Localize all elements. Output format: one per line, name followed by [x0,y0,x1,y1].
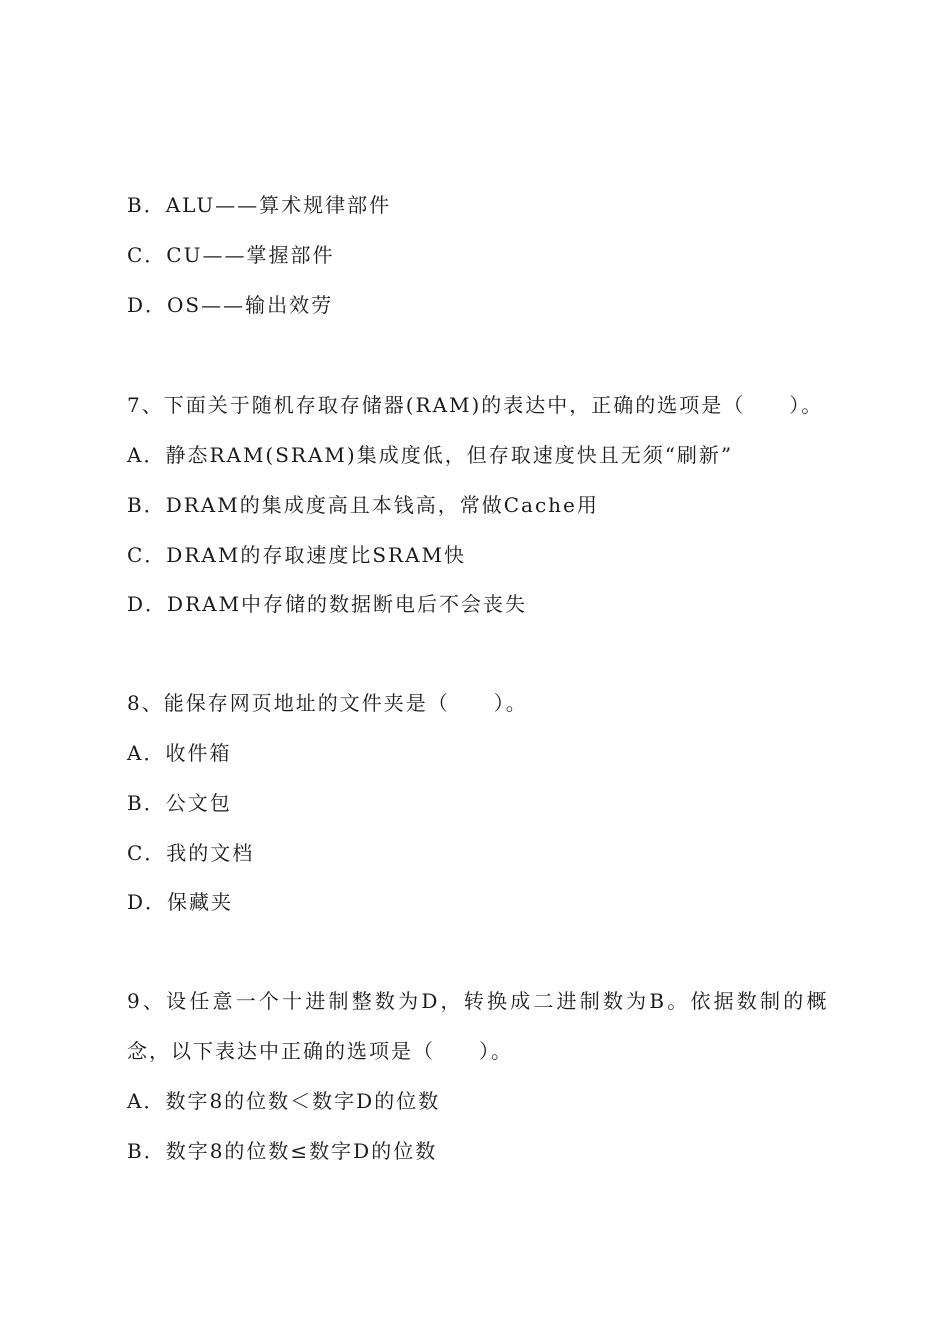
q8-option-b: B．公文包 [127,791,232,815]
q9-question-line1: 9、设任意一个十进制整数为D，转换成二进制数为B。依据数制的概 [127,989,830,1013]
q8-option-c: C．我的文档 [127,841,255,865]
q7-option-c: C．DRAM的存取速度比SRAM快 [127,543,466,567]
q7-option-d: D．DRAM中存储的数据断电后不会丧失 [127,592,528,616]
q8-question: 8、能保存网页地址的文件夹是（ ）。 [127,691,528,715]
q8-option-d: D．保藏夹 [127,890,234,914]
q6-option-c: C．CU——掌握部件 [127,243,335,267]
q9-option-b: B．数字8的位数≤数字D的位数 [127,1139,438,1163]
q7-option-a: A．静态RAM(SRAM)集成度低，但存取速度快且无须“刷新” [127,443,734,467]
q6-option-b: B．ALU——算术规律部件 [127,193,392,217]
q7-option-b: B．DRAM的集成度高且本钱高，常做Cache用 [127,493,599,517]
q8-option-a: A．收件箱 [127,741,232,765]
q7-question: 7、下面关于随机存取存储器(RAM)的表达中，正确的选项是（ ）。 [127,393,824,417]
q9-question-line2: 念，以下表达中正确的选项是（ ）。 [127,1039,513,1063]
q9-option-a: A．数字8的位数＜数字D的位数 [127,1089,441,1113]
q6-option-d: D．OS——输出效劳 [127,293,334,317]
